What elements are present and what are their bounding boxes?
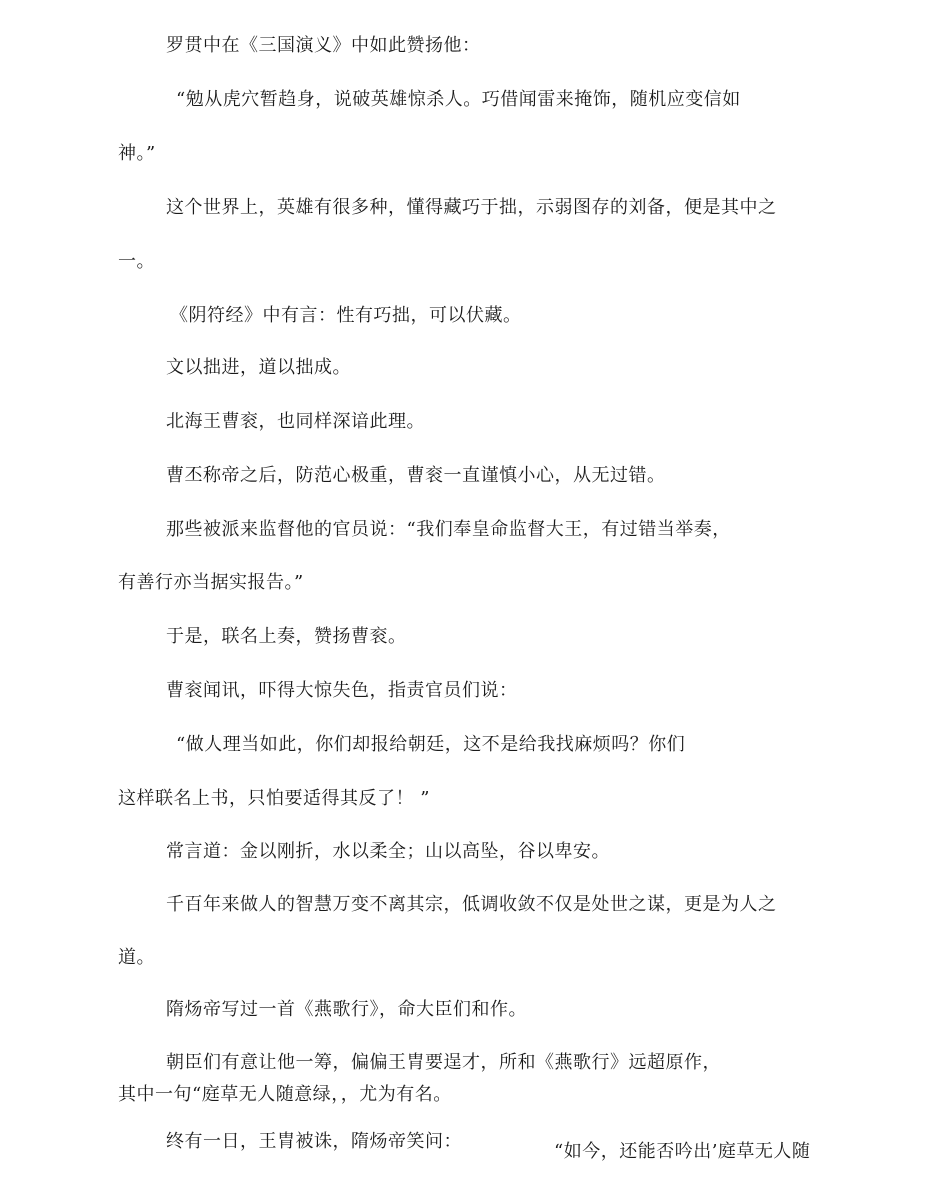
text-line: 道。 xyxy=(118,947,155,968)
text-line: 其中一句“庭草无人随意绿，，尤为有名。 xyxy=(118,1084,452,1105)
text-line: 隋炀帝写过一首《燕歌行》，命大臣们和作。 xyxy=(166,999,527,1020)
text-line: “如今，还能否吟出’庭草无人随 xyxy=(554,1141,811,1162)
text-line: 有善行亦当据实报告。” xyxy=(118,572,304,593)
text-line: 《阴符经》中有言：性有巧拙，可以伏藏。 xyxy=(170,305,522,326)
text-line: 常言道：金以刚折，水以柔全；山以高坠，谷以卑安。 xyxy=(166,841,610,862)
text-line: 文以拙进，道以拙成。 xyxy=(166,357,351,378)
text-line: 罗贯中在《三国演义》中如此赞扬他： xyxy=(166,35,481,56)
text-line: 一。 xyxy=(118,251,155,272)
text-line: “勉从虎穴暂趋身，说破英雄惊杀人。巧借闻雷来掩饰，随机应变信如 xyxy=(176,89,741,110)
text-line: 曹衮闻讯，吓得大惊失色，指责官员们说： xyxy=(166,680,518,701)
text-line: 这样联名上书，只怕要适得其反了！ ” xyxy=(118,788,430,809)
text-line: “做人理当如此，你们却报给朝廷，这不是给我找麻烦吗？你们 xyxy=(176,734,686,755)
text-line: 终有一日，王胄被诛，隋炀帝笑问： xyxy=(166,1131,462,1152)
text-line: 这个世界上，英雄有很多种，懂得藏巧于拙，示弱图存的刘备，便是其中之 xyxy=(166,197,777,218)
text-line: 神。” xyxy=(118,143,156,164)
text-line: 北海王曹衮，也同样深谙此理。 xyxy=(166,411,425,432)
text-line: 朝臣们有意让他一筹，偏偏王胄要逞才，所和《燕歌行》远超原作， xyxy=(166,1052,721,1073)
text-line: 那些被派来监督他的官员说：“我们奉皇命监督大王，有过错当举奏， xyxy=(166,519,731,540)
text-line: 千百年来做人的智慧万变不离其宗，低调收敛不仅是处世之谋，更是为人之 xyxy=(166,894,777,915)
text-line: 于是，联名上奏，赞扬曹衮。 xyxy=(166,626,407,647)
text-line: 曹丕称帝之后，防范心极重，曹衮一直谨慎小心，从无过错。 xyxy=(166,465,666,486)
